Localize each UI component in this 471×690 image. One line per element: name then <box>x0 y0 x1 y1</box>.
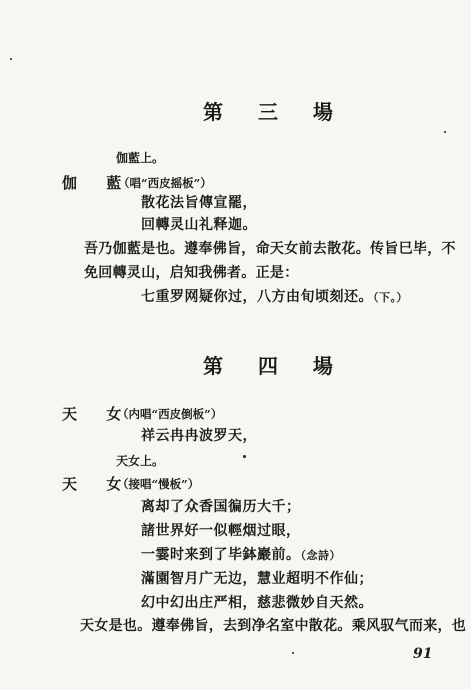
lyric-line: 离却了众香国徧历大千； <box>141 499 301 515</box>
verse-text: 七重罗网疑你过，八方由旬顷刻还。 <box>141 289 373 305</box>
scene-4-title: 第 四 場 <box>203 354 347 378</box>
scan-speck <box>10 58 12 60</box>
poem-line: 幻中幻出庄严相，慈悲微妙自天然。 <box>141 595 373 611</box>
stage-direction-enter: 伽藍上。 <box>116 151 165 165</box>
prose-line: 吾乃伽藍是也。遵奉佛旨，命天女前去散花。传旨巳毕，不 <box>84 241 456 257</box>
stage-direction-enter: 天女上。 <box>116 454 165 468</box>
prose-line: 天女是也。遵奉佛旨，去到净名室中散花。乘风驭气而来，也 <box>80 618 467 634</box>
lyric-line <box>141 544 341 564</box>
scan-speck <box>444 131 446 133</box>
lyric-line: 散花法旨傳宣罷， <box>141 195 257 211</box>
scene-3-title: 第 三 場 <box>203 100 347 124</box>
tune-direction: （唱“西皮摇板”） <box>118 176 212 190</box>
verse-line <box>141 286 408 306</box>
recite-direction: （念詩） <box>300 549 341 562</box>
lyric-line: 祥云冉冉波罗天， <box>141 428 257 444</box>
tune-direction: （内唱“西皮倒板”） <box>117 407 223 421</box>
page-number: 91 <box>413 646 433 662</box>
scan-speck <box>243 455 246 458</box>
role-name: 天 女 <box>62 405 134 423</box>
lyric-text: 一霎时来到了毕鉢巖前。 <box>141 547 301 563</box>
lyric-line: 諸世界好一似輕烟过眼， <box>141 523 301 539</box>
scan-speck <box>292 652 294 654</box>
lyric-line: 回轉灵山礼释迦。 <box>141 217 257 233</box>
role-name: 伽 藍 <box>62 174 134 192</box>
poem-line: 滿園智月广无边，慧业超明不作仙； <box>141 571 373 587</box>
prose-line: 免回轉灵山，启知我佛者。正是： <box>84 265 299 281</box>
exit-direction: （下。） <box>373 291 408 304</box>
tune-direction: （接唱“慢板”） <box>117 477 200 491</box>
role-name: 天 女 <box>62 475 134 493</box>
